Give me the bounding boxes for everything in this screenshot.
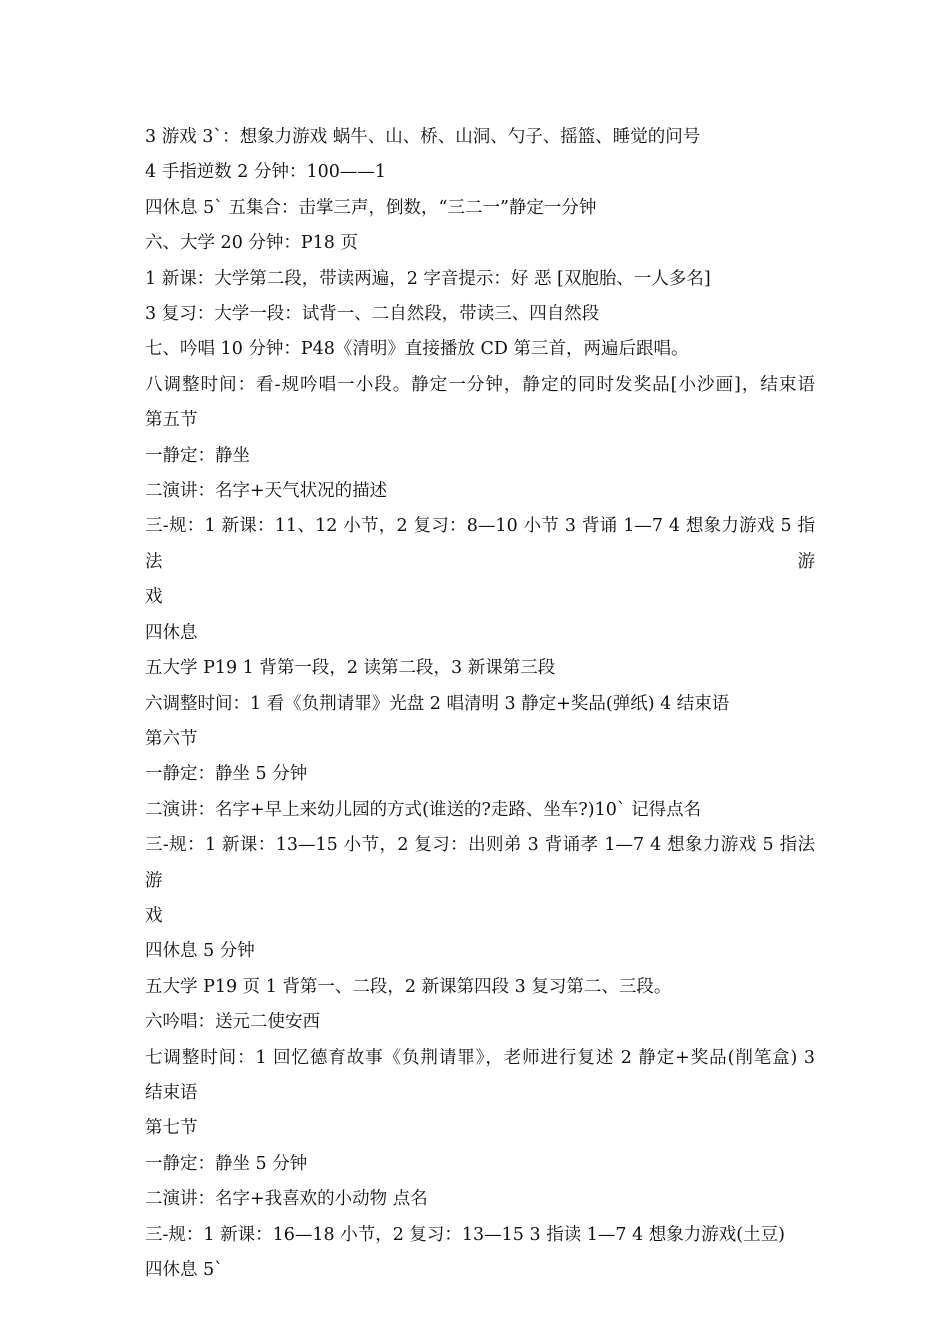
text-line: 四休息 5 分钟 [145,941,255,962]
text-line: 六调整时间：1 看《负荆请罪》光盘 2 唱清明 3 静定+奖品(弹纸) 4 结束语 [145,693,730,714]
text-line: 三-规：1 新课：11、12 小节，2 复习：8—10 小节 3 背诵 1—7 4 想象力游戏 5 指法游 [145,516,815,572]
text-line: 戏 [145,905,163,926]
text-line: 五大学 P19 1 背第一段，2 读第二段，3 新课第三段 [145,658,556,679]
text-line: 四休息 5` [145,1260,223,1280]
text-line: 1 新课：大学第二段，带读两遍，2 字音提示：好 恶 [双胞胎、一人多名] [145,268,711,289]
text-line: 六吟唱：送元二使安西 [145,1012,320,1033]
text-line: 八调整时间：看-规吟唱一小段。静定一分钟，静定的同时发奖品[小沙画]，结束语 [145,374,815,395]
text-line: 七、吟唱 10 分钟：P48《清明》直接播放 CD 第三首，两遍后跟唱。 [145,339,689,360]
text-line: 3 复习：大学一段：试背一、二自然段，带读三、四自然段 [145,304,600,325]
text-line: 3 游戏 3`：想象力游戏 蜗牛、山、桥、山洞、勺子、摇篮、睡觉的问号 [145,127,701,147]
text-line: 五大学 P19 页 1 背第一、二段，2 新课第四段 3 复习第二、三段。 [145,976,672,997]
document-body [145,120,815,1288]
text-line: 二演讲：名字+早上来幼儿园的方式(谁送的?走路、坐车?)10` 记得点名 [145,799,702,820]
text-line: 七调整时间：1 回忆德育故事《负荆请罪》，老师进行复述 2 静定+奖品(削笔盒) 3 [145,1047,815,1068]
text-line: 第七节 [145,1118,198,1139]
text-line: 一静定：静坐 5 分钟 [145,1153,308,1174]
text-line: 二演讲：名字+我喜欢的小动物 点名 [145,1189,428,1210]
text-line: 戏 [145,587,163,608]
text-line: 一静定：静坐 [145,445,250,466]
text-line: 四休息 5` 五集合：击掌三声，倒数，“三二一”静定一分钟 [145,197,597,218]
text-line: 六、大学 20 分钟：P18 页 [145,233,358,254]
text-line: 第六节 [145,728,198,749]
text-line: 4 手指逆数 2 分钟：100——1 [145,162,386,183]
text-line: 三-规：1 新课：16—18 小节，2 复习：13—15 3 指读 1—7 4 想象力游戏(土豆) [145,1224,785,1245]
text-line: 三-规：1 新课：13—15 小节，2 复习：出则弟 3 背诵孝 1—7 4 想象力游戏 5 指法游 [145,835,815,891]
text-line: 四休息 [145,622,198,643]
text-line: 结束语 [145,1082,198,1103]
text-line: 一静定：静坐 5 分钟 [145,764,308,785]
text-line: 二演讲：名字+天气状况的描述 [145,481,388,502]
text-line: 第五节 [145,410,198,431]
